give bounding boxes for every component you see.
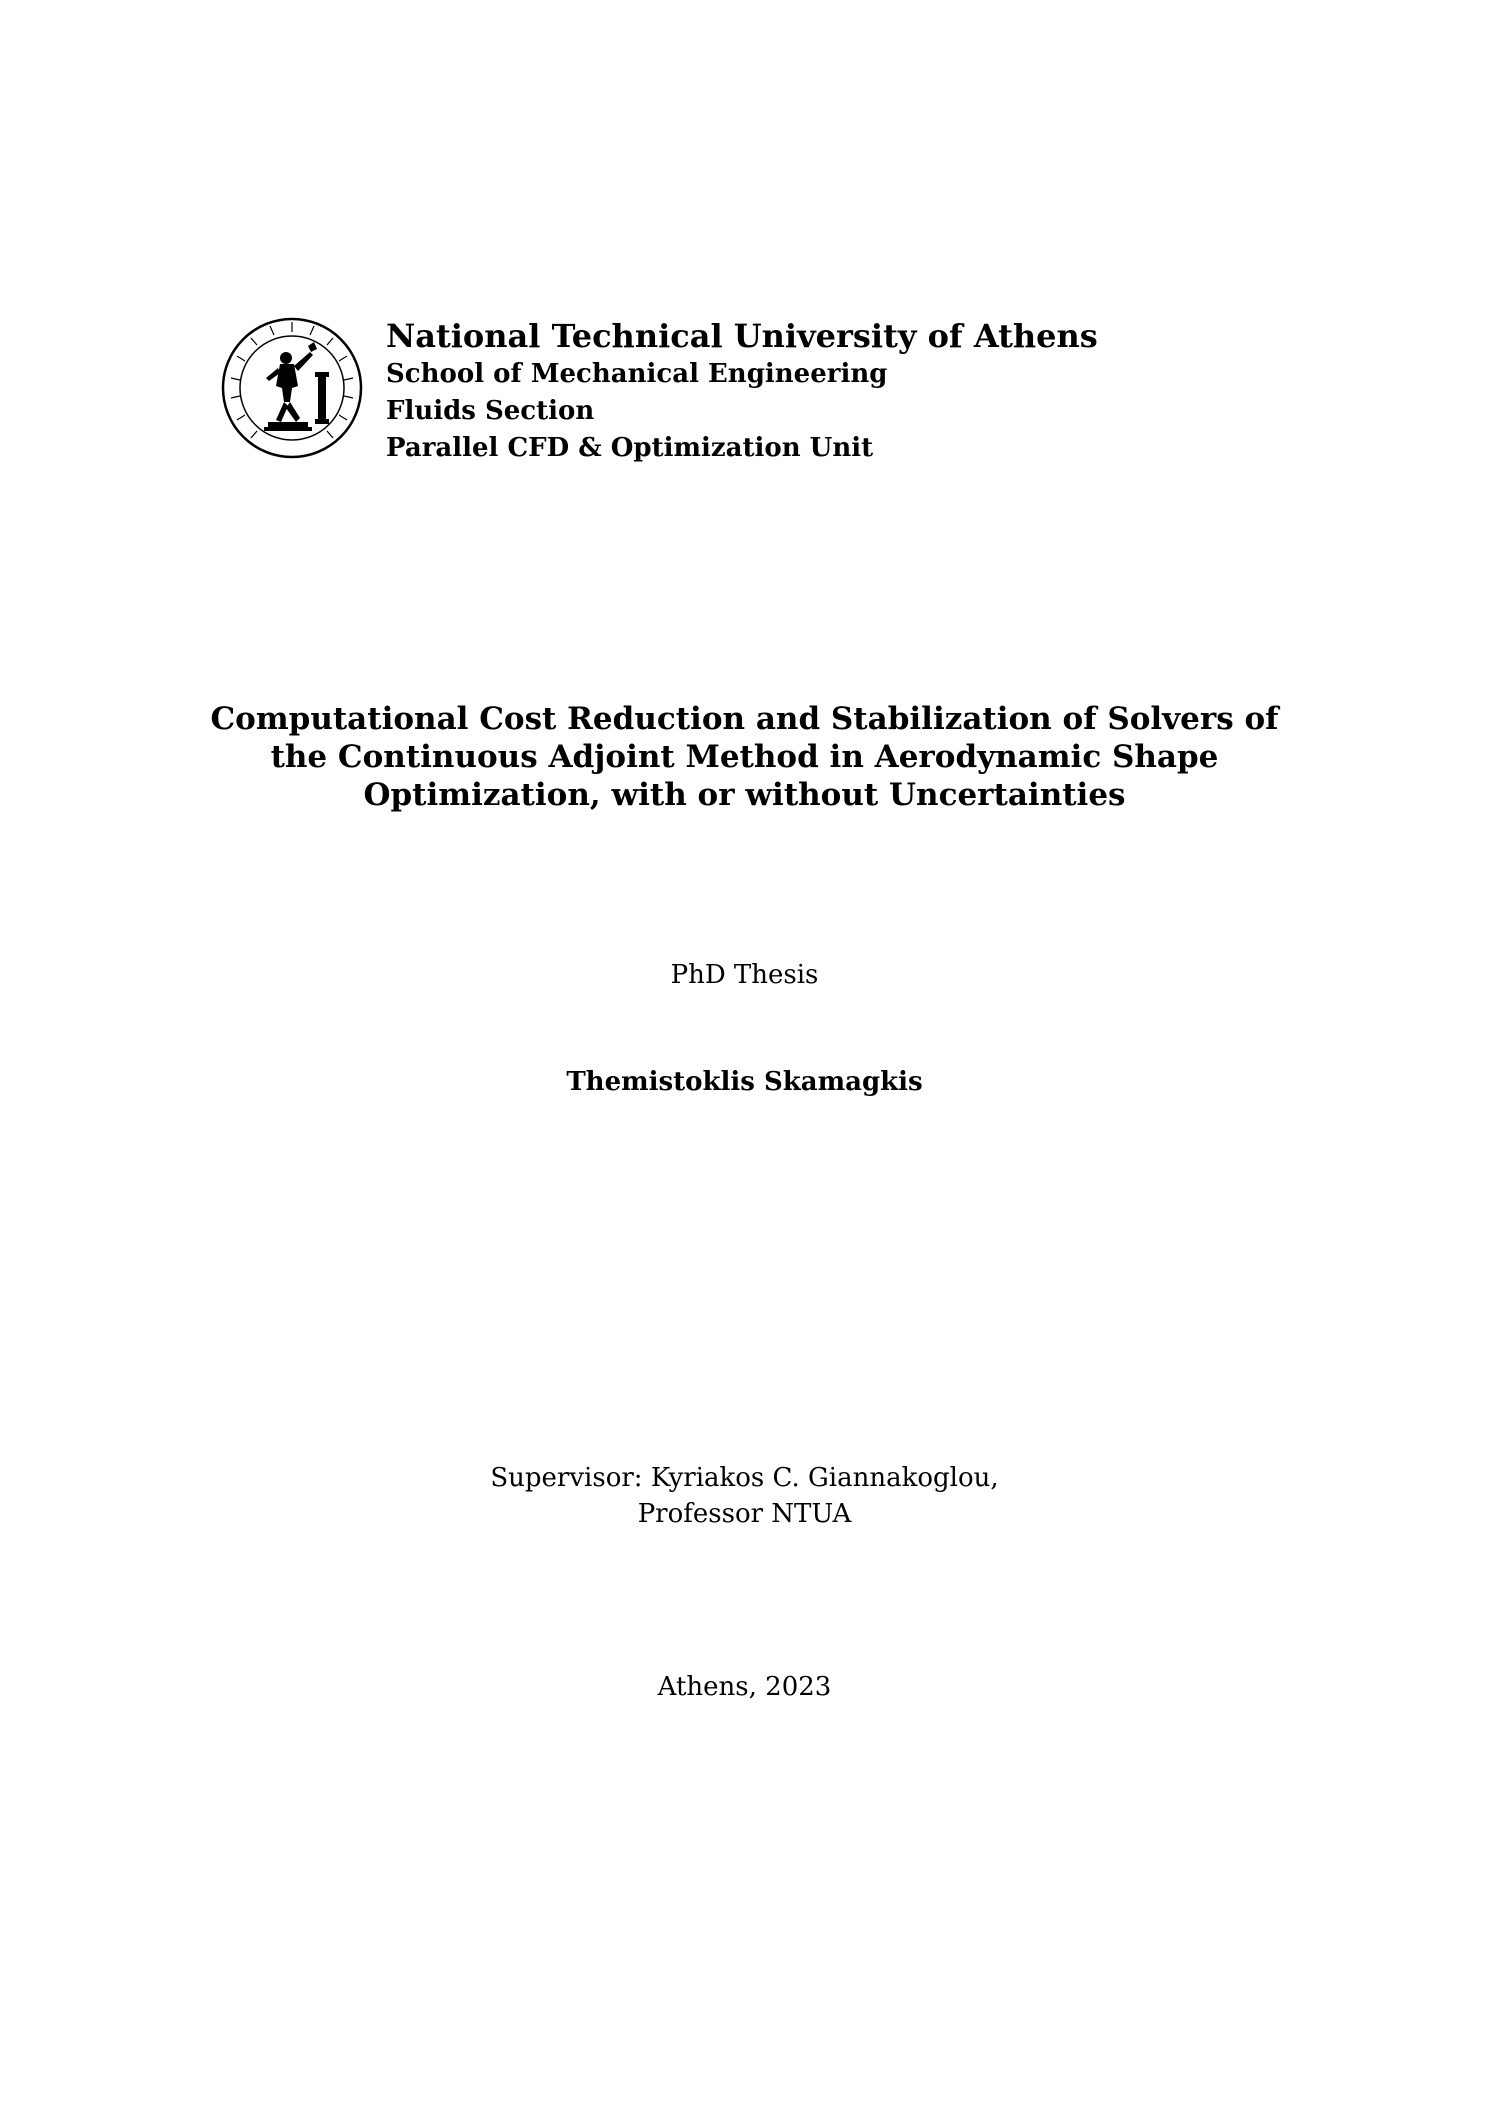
thesis-title (200, 700, 1289, 814)
school-name: School of Mechanical Engineering (386, 359, 888, 389)
section-name: Fluids Section (386, 396, 595, 426)
institution-header (220, 316, 1098, 467)
place-date: Athens, 2023 (657, 1672, 832, 1702)
supervisor-line: Supervisor: Kyriakos C. Giannakoglou, (490, 1463, 999, 1493)
unit-name: Parallel CFD & Optimization Unit (386, 433, 874, 463)
thesis-type: PhD Thesis (670, 960, 819, 990)
university-name: National Technical University of Athens (386, 317, 1098, 355)
author-name: Themistoklis Skamagkis (566, 1067, 923, 1097)
institution-block (386, 316, 1098, 467)
supervisor-block (0, 1460, 1489, 1532)
thesis-title-line: Optimization, with or without Uncertainties (363, 777, 1126, 813)
thesis-title-line: Computational Cost Reduction and Stabilization of Solvers of (210, 701, 1279, 737)
thesis-title-line: the Continuous Adjoint Method in Aerodynamic Shape (270, 739, 1219, 775)
supervisor-title: Professor NTUA (637, 1499, 852, 1529)
university-seal-icon (220, 316, 364, 460)
